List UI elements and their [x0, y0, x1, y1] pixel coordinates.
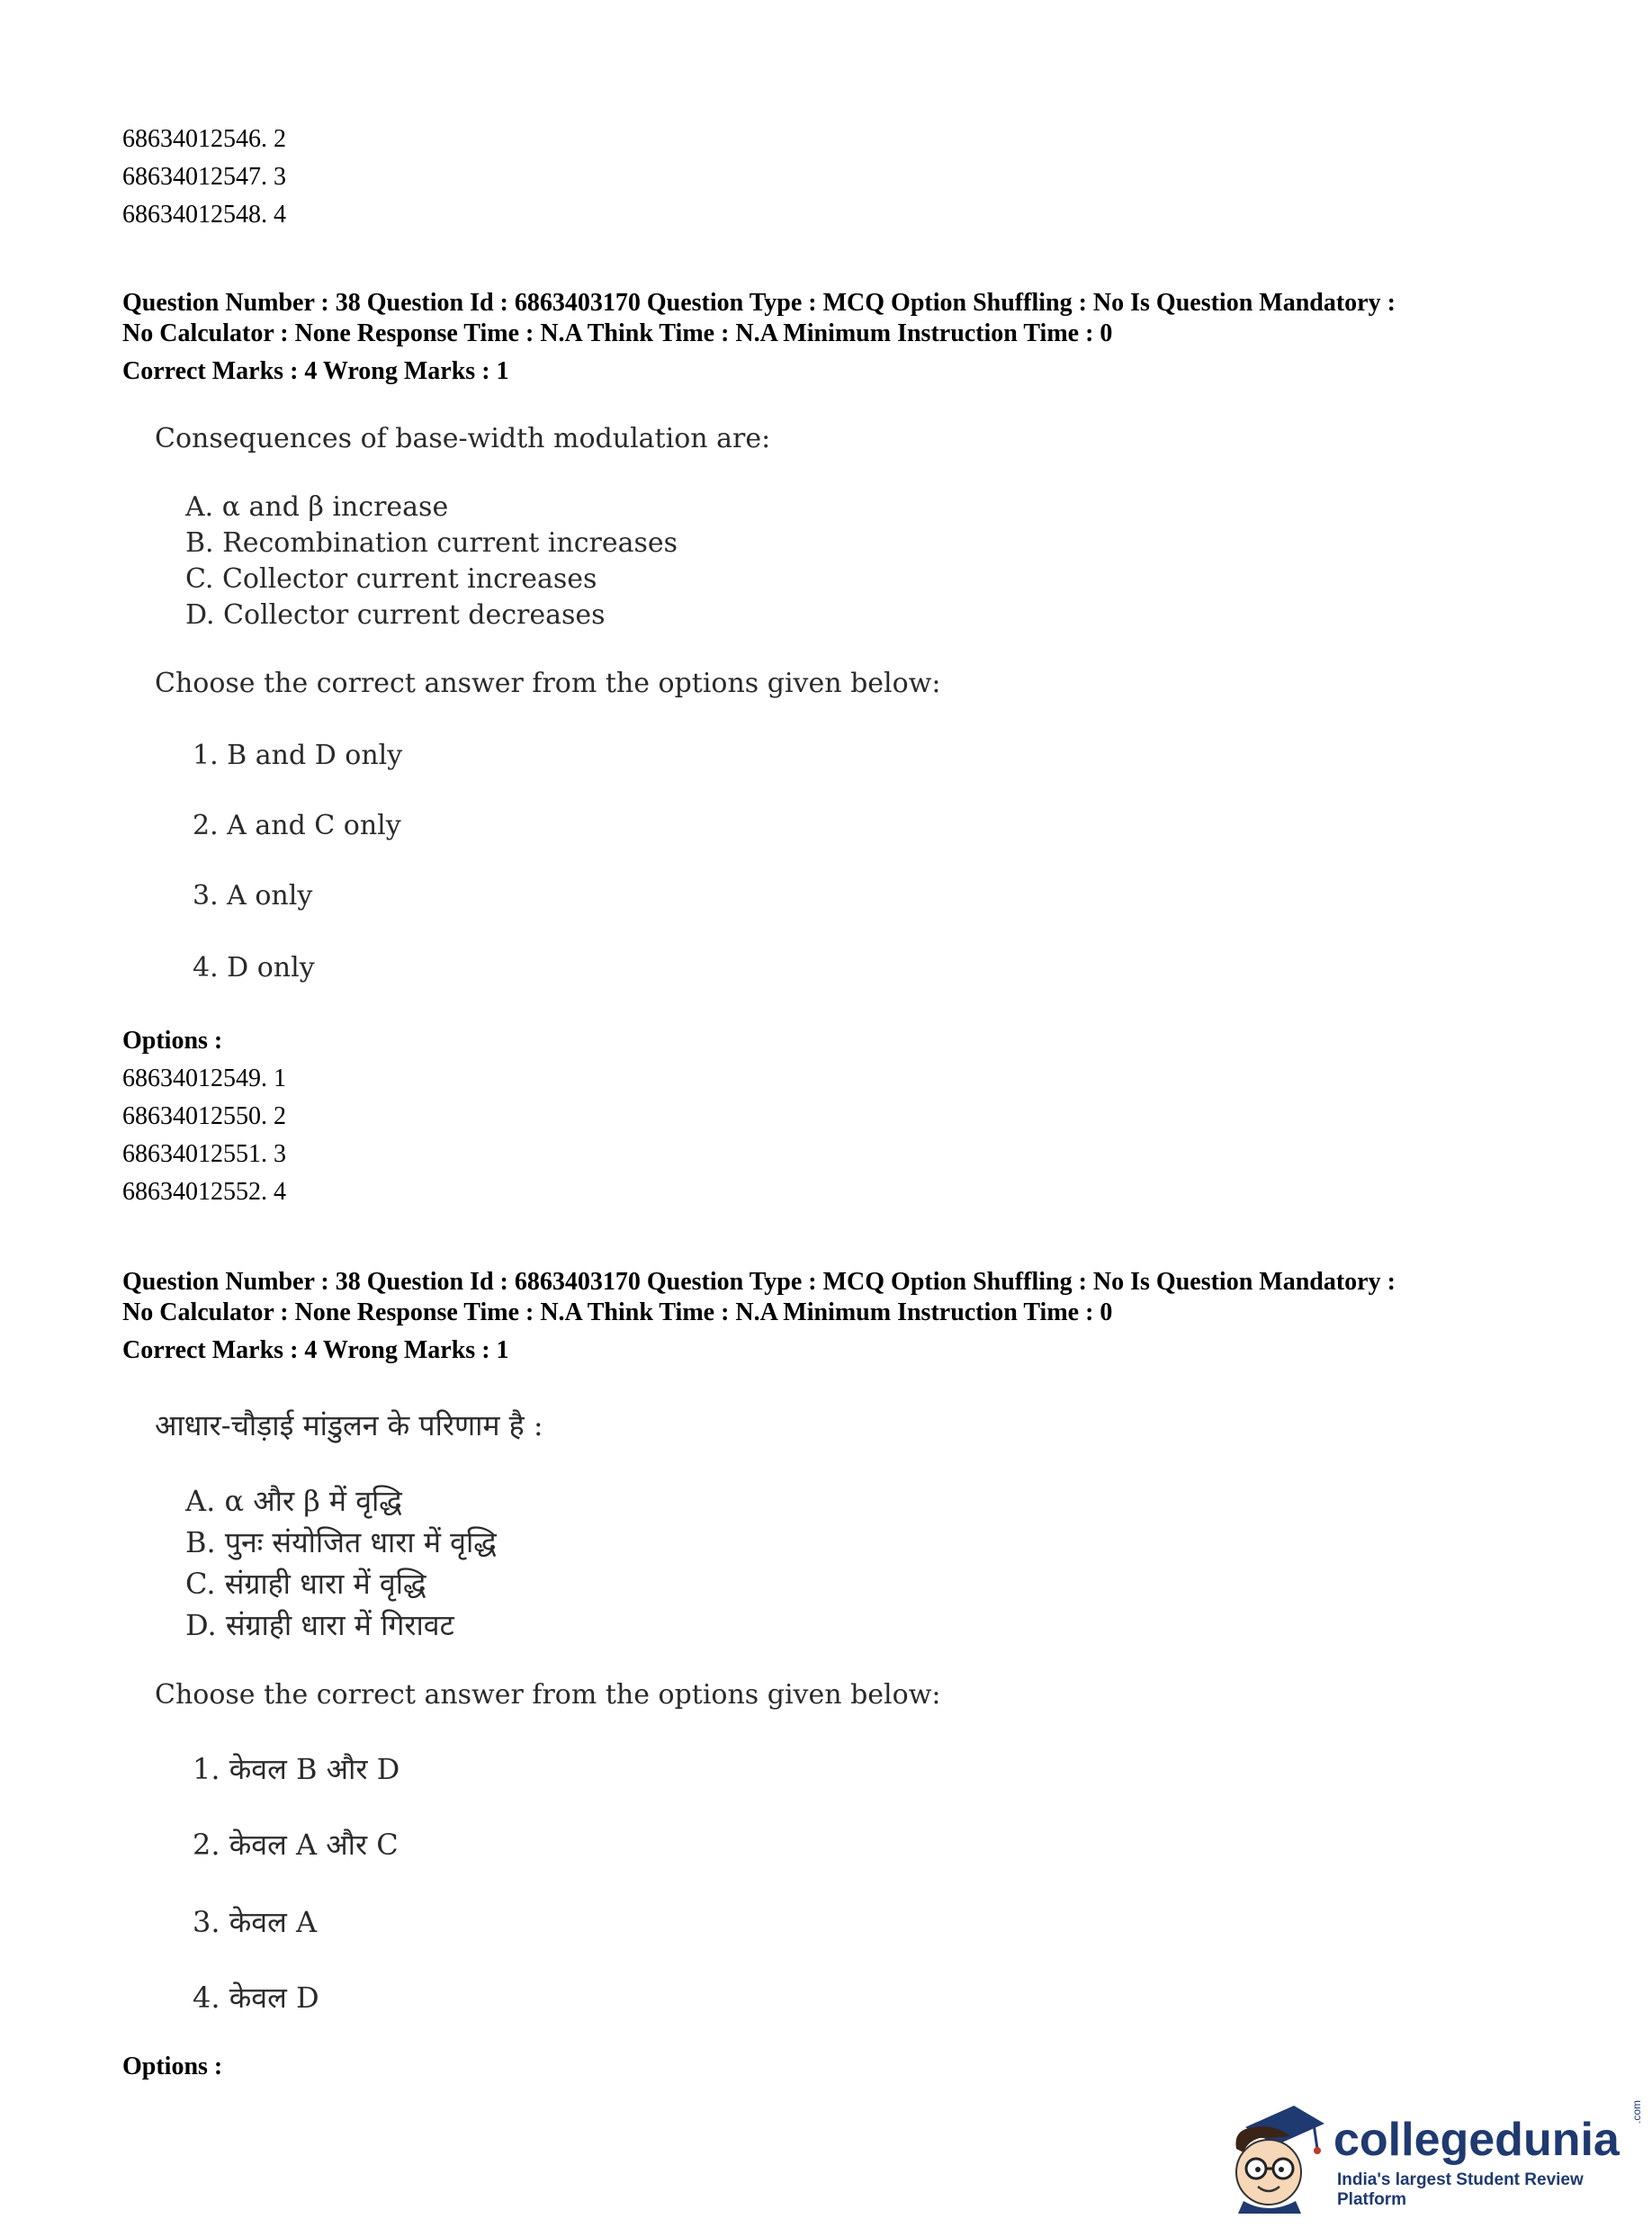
mascot-icon	[1224, 2097, 1332, 2214]
question-marks: Correct Marks : 4 Wrong Marks : 1	[122, 1336, 509, 1364]
question-meta: No Calculator : None Response Time : N.A Think Time : N.A Minimum Instruction Time : 0	[122, 319, 1113, 347]
instruction: Choose the correct answer from the options given below:	[155, 668, 941, 699]
statement: C. संग्राही धारा में वृद्धि	[185, 1567, 426, 1601]
choice: 2. A and C only	[193, 810, 401, 841]
question-stem: Consequences of base-width modulation are:	[155, 423, 771, 454]
instruction: Choose the correct answer from the options given below:	[155, 1679, 941, 1711]
collegedunia-logo	[1224, 2097, 1643, 2214]
choice: 1. केवल B और D	[193, 1752, 400, 1786]
logo-tagline: India's largest Student Review Platform	[1337, 2170, 1584, 2209]
option-line: 68634012549. 1	[122, 1065, 286, 1092]
option-line: 68634012552. 4	[122, 1178, 286, 1206]
choice: 2. केवल A और C	[193, 1828, 399, 1862]
statement: B. Recombination current increases	[185, 527, 678, 559]
option-line: 68634012547. 3	[122, 163, 286, 191]
statement: A. α and β increase	[185, 491, 449, 523]
question-marks: Correct Marks : 4 Wrong Marks : 1	[122, 357, 509, 385]
options-label: Options :	[122, 2053, 223, 2080]
option-line: 68634012548. 4	[122, 201, 286, 229]
question-meta: No Calculator : None Response Time : N.A Think Time : N.A Minimum Instruction Time : 0	[122, 1298, 1113, 1326]
statement: D. Collector current decreases	[185, 599, 606, 631]
choice: 3. A only	[193, 880, 313, 912]
choice: 1. B and D only	[193, 740, 403, 771]
question-meta: Question Number : 38 Question Id : 6863403170 Question Type : MCQ Option Shuffling : No Is Question Mandatory :	[122, 1268, 1396, 1296]
statement: C. Collector current increases	[185, 563, 597, 595]
logo-com: .com	[1630, 2099, 1643, 2124]
question-meta: Question Number : 38 Question Id : 6863403170 Question Type : MCQ Option Shuffling : No Is Question Mandatory :	[122, 289, 1396, 317]
choice: 4. D only	[193, 952, 315, 984]
options-label: Options :	[122, 1027, 223, 1055]
logo-name: collegedunia	[1333, 2114, 1620, 2166]
option-line: 68634012550. 2	[122, 1102, 286, 1130]
statement: A. α और β में वृद्धि	[185, 1484, 402, 1518]
statement: D. संग्राही धारा में गिरावट	[185, 1608, 454, 1642]
option-line: 68634012546. 2	[122, 125, 286, 153]
choice: 3. केवल A	[193, 1905, 318, 1939]
statement: B. पुनः संयोजित धारा में वृद्धि	[185, 1525, 497, 1559]
choice: 4. केवल D	[193, 1981, 319, 2015]
question-stem: आधार-चौड़ाई मांडुलन के परिणाम है :	[155, 1408, 543, 1442]
option-line: 68634012551. 3	[122, 1140, 286, 1168]
